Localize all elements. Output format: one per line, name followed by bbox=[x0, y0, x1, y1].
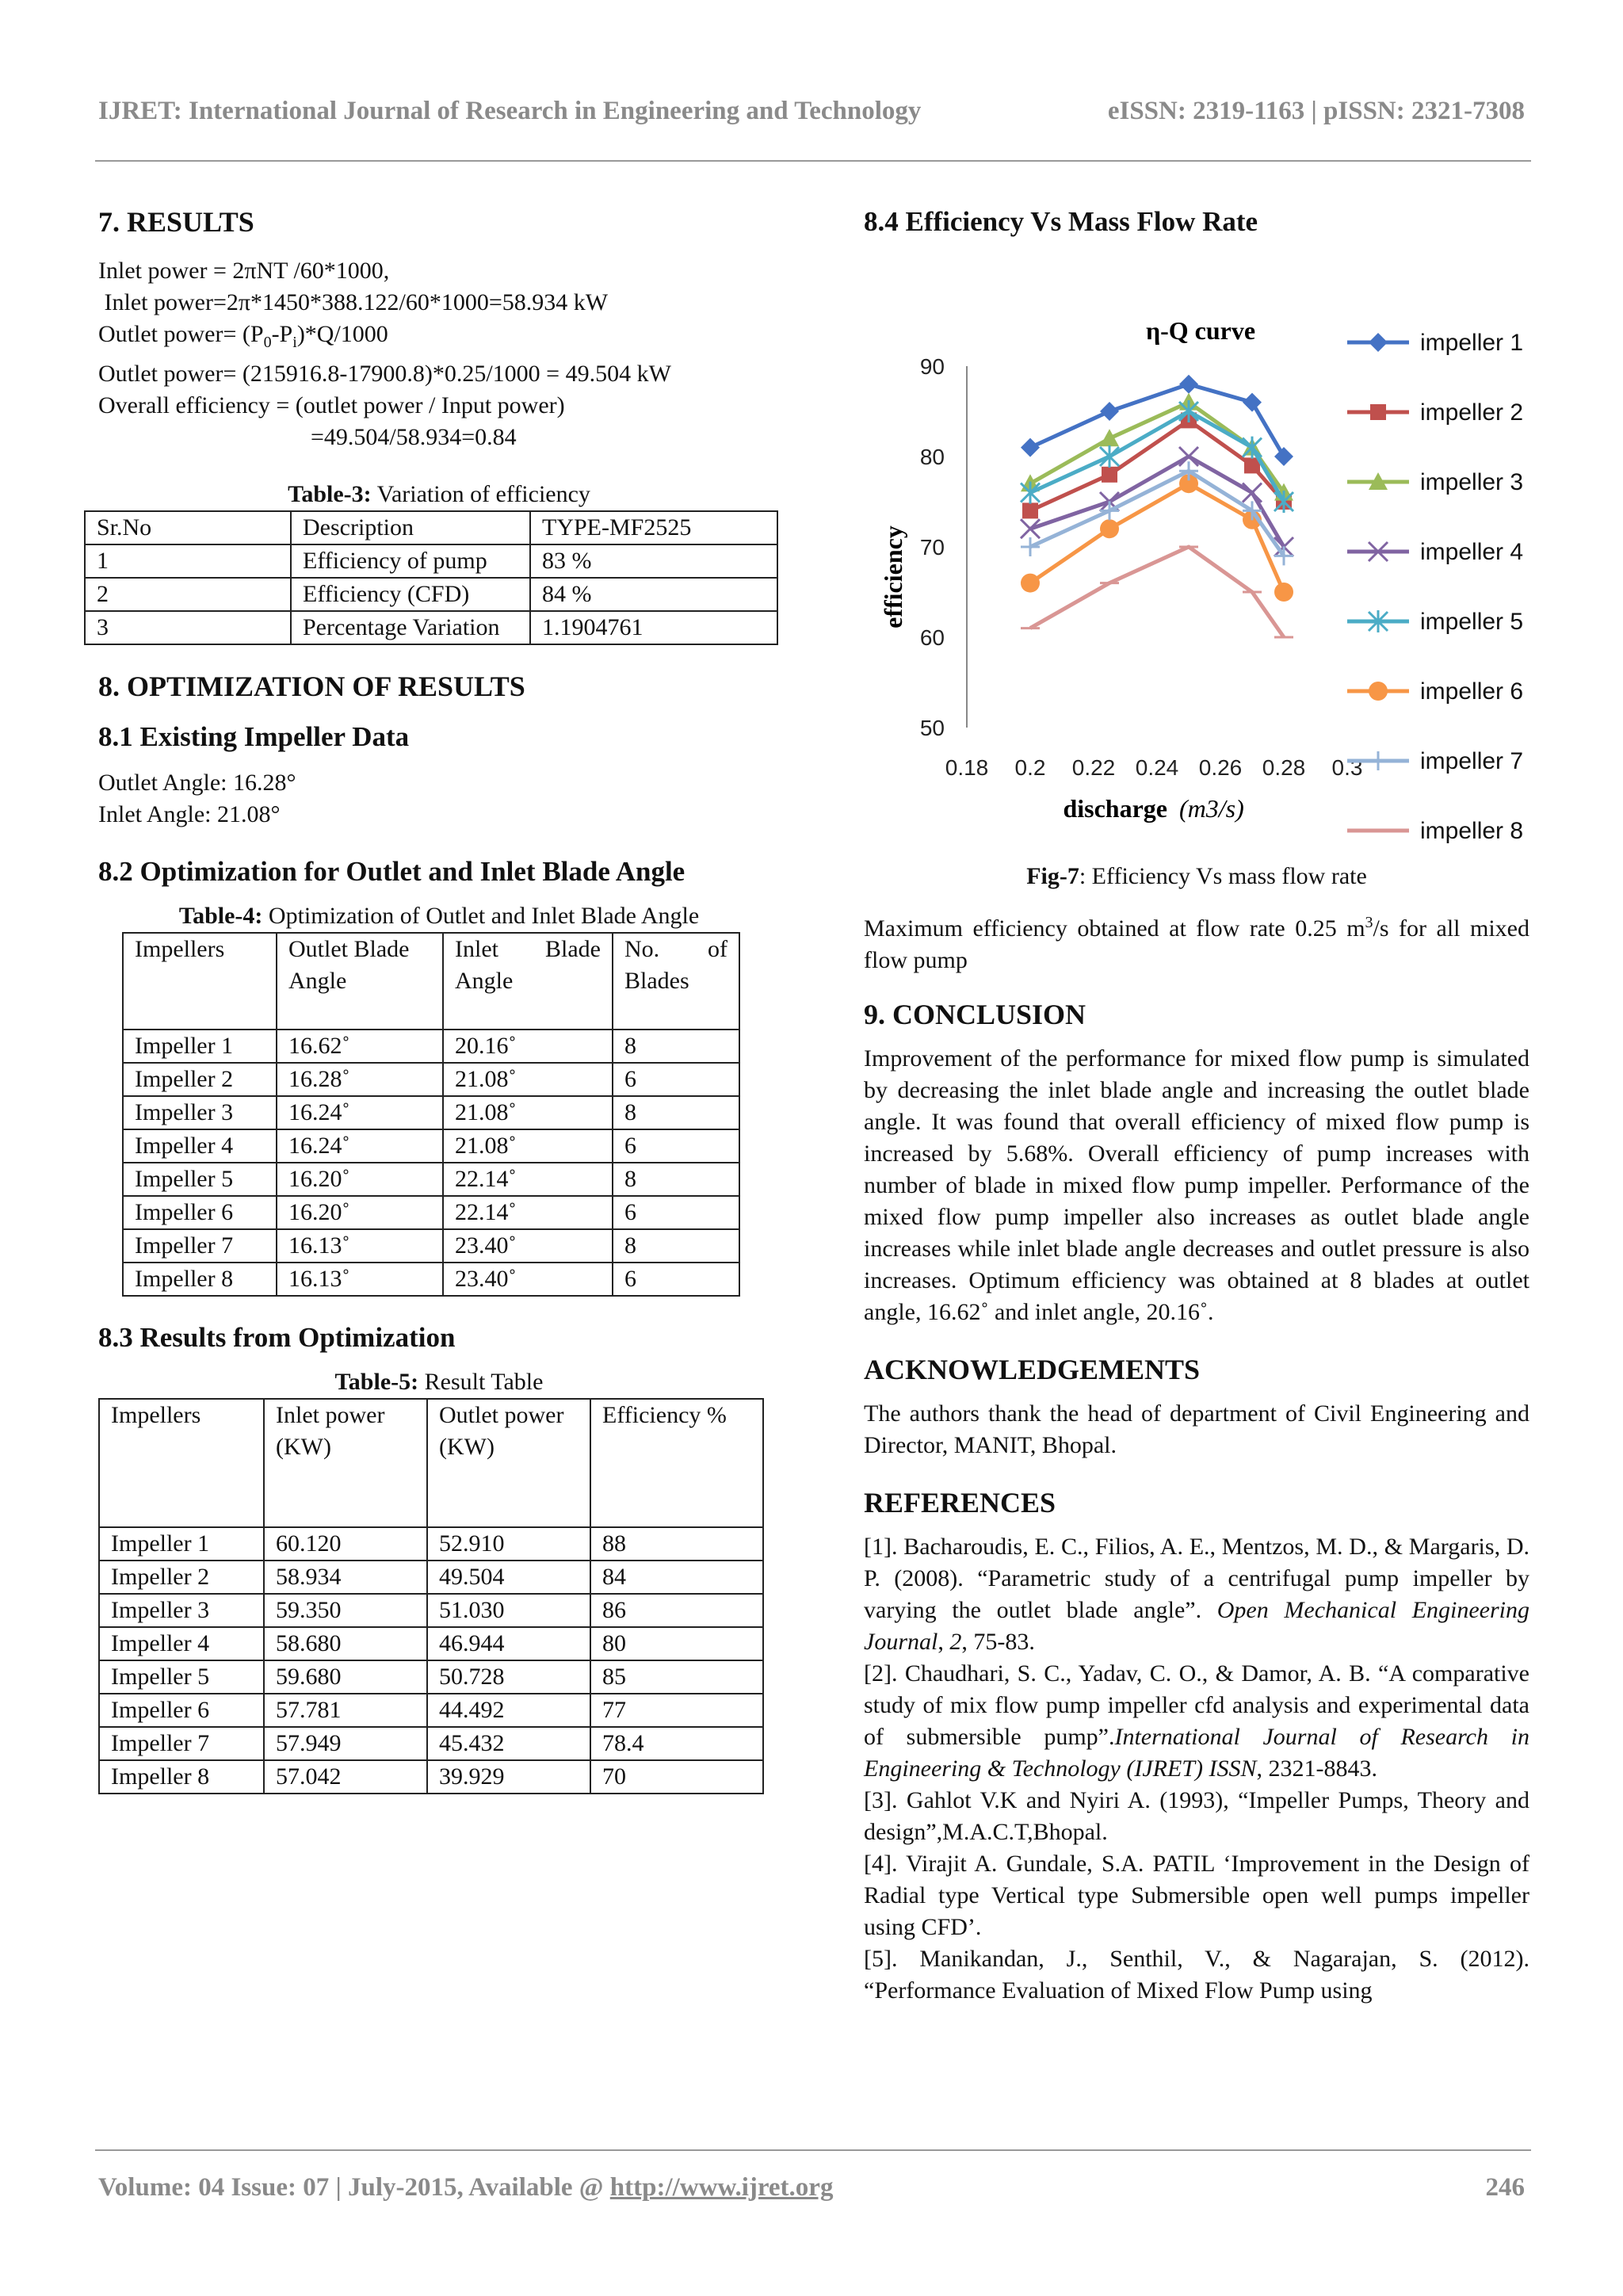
x-tick-label: 0.28 bbox=[1262, 755, 1306, 780]
results-line: Outlet power= (215916.8-17900.8)*0.25/1000 = 49.504 kW bbox=[98, 361, 671, 387]
results-line: =49.504/58.934=0.84 bbox=[311, 424, 517, 450]
outlet-formula-start: Outlet power= (P bbox=[98, 321, 264, 347]
table-cell: 21.08˚ bbox=[443, 1063, 613, 1096]
table-cell: 59.680 bbox=[264, 1660, 427, 1694]
data-point bbox=[1369, 682, 1388, 701]
reference-item: [4]. Virajit A. Gundale, S.A. PATIL ‘Improvement in the Design of Radial type Vertical type Submersible open well pumps impeller using CFD’. bbox=[864, 1851, 1529, 1940]
table-cell: Impeller 4 bbox=[99, 1627, 264, 1660]
table-cell: 8 bbox=[613, 1096, 739, 1129]
table-cell: 52.910 bbox=[427, 1527, 590, 1561]
table-cell: Impeller 2 bbox=[99, 1561, 264, 1594]
data-point bbox=[1021, 482, 1040, 504]
journal-title: IJRET: International Journal of Research in Engineering and Technology bbox=[98, 97, 922, 125]
reference-item: [3]. Gahlot V.K and Nyiri A. (1993), “Impeller Pumps, Theory and design”,M.A.C.T,Bhopal. bbox=[864, 1787, 1529, 1845]
y-tick-label: 80 bbox=[919, 445, 945, 469]
table-cell: No. of Blades bbox=[613, 933, 739, 1030]
table-row bbox=[123, 1129, 739, 1163]
table-cell: 21.08˚ bbox=[443, 1096, 613, 1129]
table-row bbox=[123, 933, 739, 1030]
table-cell: 39.929 bbox=[427, 1760, 590, 1794]
sub-zero: 0 bbox=[263, 334, 272, 351]
table-row bbox=[99, 1694, 763, 1727]
table-cell: 8 bbox=[613, 1163, 739, 1196]
ref-journal: International Journal of Research in Engineering & Technology (IJRET) ISSN bbox=[864, 1724, 1529, 1782]
caption-label: Table-3: bbox=[288, 481, 372, 507]
table-cell: 1 bbox=[85, 544, 291, 578]
legend-label: impeller 4 bbox=[1420, 539, 1524, 565]
table-cell: 57.781 bbox=[264, 1694, 427, 1727]
table-cell: 16.62˚ bbox=[277, 1030, 443, 1063]
chart-title: η-Q curve bbox=[1145, 316, 1256, 345]
header-rule bbox=[95, 160, 1531, 162]
data-point bbox=[1243, 437, 1262, 459]
legend-label: impeller 1 bbox=[1420, 330, 1524, 356]
table-cell: Impeller 5 bbox=[123, 1163, 277, 1196]
y-tick-label: 90 bbox=[919, 354, 945, 379]
table-cell: Impeller 1 bbox=[123, 1030, 277, 1063]
table-cell: 84 % bbox=[530, 578, 777, 611]
table-cell: 85 bbox=[590, 1660, 763, 1694]
data-point bbox=[1179, 375, 1198, 394]
results-line bbox=[98, 319, 780, 358]
acknowledgements-heading: ACKNOWLEDGEMENTS bbox=[864, 1354, 1201, 1385]
x-tick-label: 0.22 bbox=[1071, 755, 1116, 780]
table-cell: 50.728 bbox=[427, 1660, 590, 1694]
x-axis-unit: (m3/s) bbox=[1179, 794, 1244, 823]
table-cell: Efficiency (CFD) bbox=[291, 578, 530, 611]
data-point bbox=[1370, 404, 1386, 420]
ref-text: , 2321-8843. bbox=[1256, 1755, 1377, 1782]
table-cell: Inlet Blade Angle bbox=[443, 933, 613, 1030]
table-cell: Sr.No bbox=[85, 511, 291, 544]
table-cell: 49.504 bbox=[427, 1561, 590, 1594]
caption-label: Table-5: bbox=[334, 1369, 419, 1395]
table5-caption bbox=[98, 1366, 780, 1398]
page-footer bbox=[98, 2173, 1525, 2213]
series-line-3 bbox=[1030, 403, 1284, 493]
reference-item bbox=[864, 1531, 1529, 1658]
table-row bbox=[85, 511, 777, 544]
table-cell: 58.680 bbox=[264, 1627, 427, 1660]
acknowledgements-text: The authors thank the head of department of Civil Engineering and Director, MANIT, Bhopal. bbox=[864, 1400, 1529, 1458]
caption-text: Variation of efficiency bbox=[371, 481, 590, 507]
y-tick-label: 60 bbox=[919, 625, 945, 650]
table-cell: 83 % bbox=[530, 544, 777, 578]
legend-label: impeller 7 bbox=[1420, 748, 1524, 774]
table-row bbox=[99, 1561, 763, 1594]
reference-item bbox=[864, 1658, 1529, 1785]
left-column bbox=[98, 204, 780, 1794]
inlet-angle-text: Inlet Angle: 21.08° bbox=[98, 801, 281, 827]
table-cell: Description bbox=[291, 511, 530, 544]
legend-label: impeller 3 bbox=[1420, 469, 1524, 495]
table-cell: Impeller 2 bbox=[123, 1063, 277, 1096]
table-cell: Impeller 7 bbox=[123, 1229, 277, 1263]
table-4 bbox=[122, 932, 740, 1297]
caption-text: : Efficiency Vs mass flow rate bbox=[1079, 863, 1367, 889]
data-point bbox=[1274, 447, 1293, 466]
table-cell: 45.432 bbox=[427, 1727, 590, 1760]
data-point bbox=[1022, 502, 1038, 518]
right-column bbox=[864, 204, 1529, 2007]
table-row bbox=[99, 1760, 763, 1794]
table-cell: Impeller 6 bbox=[99, 1694, 264, 1727]
table-cell: 44.492 bbox=[427, 1694, 590, 1727]
table-cell: 51.030 bbox=[427, 1594, 590, 1627]
data-point bbox=[1274, 583, 1293, 602]
outlet-formula-mid: -P bbox=[271, 321, 293, 347]
chart-svg bbox=[864, 244, 1529, 844]
ref-journal: Open Mechanical Engineering Journal bbox=[864, 1597, 1530, 1655]
table-cell: 77 bbox=[590, 1694, 763, 1727]
table-3 bbox=[84, 510, 778, 645]
data-point bbox=[1179, 400, 1198, 422]
table-cell: 70 bbox=[590, 1760, 763, 1794]
table-row bbox=[123, 1030, 739, 1063]
page-number: 246 bbox=[1485, 2173, 1525, 2202]
table-cell: 6 bbox=[613, 1129, 739, 1163]
footer-rule bbox=[95, 2149, 1531, 2151]
table-cell: 16.20˚ bbox=[277, 1163, 443, 1196]
existing-impeller-heading: 8.1 Existing Impeller Data bbox=[98, 721, 410, 752]
data-point bbox=[1102, 467, 1117, 483]
table-cell: Impeller 8 bbox=[99, 1760, 264, 1794]
table-cell: Percentage Variation bbox=[291, 611, 530, 644]
superscript: 3 bbox=[1365, 914, 1373, 931]
max-efficiency-text bbox=[864, 907, 1529, 976]
table-cell: Impeller 6 bbox=[123, 1196, 277, 1229]
x-tick-label: 0.24 bbox=[1135, 755, 1179, 780]
table-cell: 22.14˚ bbox=[443, 1196, 613, 1229]
table-row bbox=[123, 1263, 739, 1296]
x-tick-label: 0.18 bbox=[945, 755, 989, 780]
table-cell: 20.16˚ bbox=[443, 1030, 613, 1063]
data-point bbox=[1369, 751, 1388, 770]
y-tick-label: 50 bbox=[919, 716, 945, 740]
table-cell: 6 bbox=[613, 1263, 739, 1296]
table-cell: Impeller 4 bbox=[123, 1129, 277, 1163]
data-point bbox=[1100, 402, 1119, 421]
results-line: Inlet power = 2πNT /60*1000, bbox=[98, 258, 390, 284]
data-point bbox=[1021, 574, 1040, 593]
legend-label: impeller 5 bbox=[1420, 609, 1524, 635]
table-cell: 57.949 bbox=[264, 1727, 427, 1760]
results-heading: 7. RESULTS bbox=[98, 206, 254, 238]
data-point bbox=[1243, 393, 1262, 412]
outlet-formula-tail: )*Q/1000 bbox=[296, 321, 388, 347]
ref-text: , 75-83. bbox=[961, 1629, 1035, 1655]
data-point bbox=[1100, 445, 1119, 468]
table-cell: 58.934 bbox=[264, 1561, 427, 1594]
table-cell: 57.042 bbox=[264, 1760, 427, 1794]
ref-text: , bbox=[938, 1629, 950, 1655]
table-cell: 3 bbox=[85, 611, 291, 644]
ref-volume: 2 bbox=[949, 1629, 962, 1655]
table-row bbox=[99, 1627, 763, 1660]
x-axis-label: discharge bbox=[1063, 794, 1167, 823]
blade-angle-heading: 8.2 Optimization for Outlet and Inlet Blade Angle bbox=[98, 856, 685, 887]
references-heading: REFERENCES bbox=[864, 1487, 1056, 1519]
data-point bbox=[1021, 519, 1040, 538]
table-cell: 16.24˚ bbox=[277, 1129, 443, 1163]
results-line: Overall efficiency = (outlet power / Input power) bbox=[98, 392, 565, 418]
footer-volume bbox=[98, 2173, 833, 2202]
legend-label: impeller 8 bbox=[1420, 818, 1524, 844]
table-cell: 8 bbox=[613, 1030, 739, 1063]
table-cell: 6 bbox=[613, 1196, 739, 1229]
conclusion-heading: 9. CONCLUSION bbox=[864, 999, 1086, 1030]
table-5 bbox=[98, 1398, 764, 1794]
table-cell: 22.14˚ bbox=[443, 1163, 613, 1196]
reference-item: [5]. Manikandan, J., Senthil, V., & Nagarajan, S. (2012). “Performance Evaluation of Mixed Flow Pump using bbox=[864, 1946, 1529, 2004]
table-row bbox=[123, 1096, 739, 1129]
issn-label: eISSN: 2319-1163 | pISSN: 2321-7308 bbox=[1107, 97, 1525, 125]
table-cell: TYPE-MF2525 bbox=[530, 511, 777, 544]
data-point bbox=[1100, 429, 1119, 446]
table-row bbox=[99, 1527, 763, 1561]
table-row bbox=[123, 1163, 739, 1196]
table-row bbox=[99, 1660, 763, 1694]
table-cell: Efficiency of pump bbox=[291, 544, 530, 578]
table-cell: 16.28˚ bbox=[277, 1063, 443, 1096]
table-cell: 86 bbox=[590, 1594, 763, 1627]
table-cell: 6 bbox=[613, 1063, 739, 1096]
data-point bbox=[1243, 483, 1262, 502]
table-row bbox=[85, 544, 777, 578]
results-line: Inlet power=2π*1450*388.122/60*1000=58.934 kW bbox=[98, 289, 609, 315]
efficiency-chart bbox=[864, 244, 1529, 844]
table-cell: 8 bbox=[613, 1229, 739, 1263]
max-eff-b: /s for all mixed flow pump bbox=[864, 915, 1529, 973]
table-cell: 16.20˚ bbox=[277, 1196, 443, 1229]
y-tick-label: 70 bbox=[919, 535, 945, 560]
table3-caption bbox=[98, 479, 780, 510]
table-cell: Outlet power (KW) bbox=[427, 1399, 590, 1527]
table-cell: Impeller 1 bbox=[99, 1527, 264, 1561]
table-row bbox=[123, 1229, 739, 1263]
legend-label: impeller 2 bbox=[1420, 399, 1524, 426]
max-eff-a: Maximum efficiency obtained at flow rate 0.25 m bbox=[864, 915, 1365, 942]
optimization-results-heading: 8.3 Results from Optimization bbox=[98, 1322, 456, 1353]
x-tick-label: 0.3 bbox=[1331, 755, 1363, 780]
data-point bbox=[1100, 519, 1119, 538]
table-cell: 59.350 bbox=[264, 1594, 427, 1627]
table-cell: Impeller 3 bbox=[123, 1096, 277, 1129]
table-cell: 16.24˚ bbox=[277, 1096, 443, 1129]
table-cell: 60.120 bbox=[264, 1527, 427, 1561]
ref-text: [2]. Chaudhari, S. C., Yadav, C. O., & Damor, A. B. “A comparative study of mix flow pump impeller cfd analysis and experimental data of submersible pump”. bbox=[864, 1660, 1529, 1750]
caption-label: Table-4: bbox=[178, 903, 263, 929]
efficiency-flow-heading: 8.4 Efficiency Vs Mass Flow Rate bbox=[864, 206, 1258, 237]
table-cell: 21.08˚ bbox=[443, 1129, 613, 1163]
volume-text: Volume: 04 Issue: 07 | July-2015, Available @ bbox=[98, 2173, 610, 2202]
sub-i: i bbox=[292, 334, 297, 351]
table4-caption bbox=[98, 900, 780, 932]
optimization-heading: 8. OPTIMIZATION OF RESULTS bbox=[98, 670, 525, 702]
table-row bbox=[85, 611, 777, 644]
table-cell: 2 bbox=[85, 578, 291, 611]
caption-label: Fig-7 bbox=[1026, 863, 1079, 889]
table-row bbox=[99, 1594, 763, 1627]
table-cell: 84 bbox=[590, 1561, 763, 1594]
caption-text: Optimization of Outlet and Inlet Blade Angle bbox=[262, 903, 700, 929]
table-cell: Impellers bbox=[123, 933, 277, 1030]
outlet-angle-text: Outlet Angle: 16.28° bbox=[98, 770, 296, 796]
table-cell: Inlet power (KW) bbox=[264, 1399, 427, 1527]
conclusion-text: Improvement of the performance for mixed flow pump is simulated by decreasing the inlet blade angle and increasing the outlet blade angle. It was found that overall efficiency of mixed flow pump is increased by 5.68%. Overall efficiency of pump increases with number of blade in mixed flow pump impeller. Performance of the mixed flow pump impeller also increases as outlet blade angle increases while inlet blade angle decreases and outlet pressure is also increases. Optimum efficiency was obtained at 8 blades at outlet angle, 16.62˚ and inlet angle, 20.16˚. bbox=[864, 1045, 1529, 1325]
x-tick-label: 0.2 bbox=[1014, 755, 1046, 780]
x-tick-label: 0.26 bbox=[1198, 755, 1243, 780]
table-cell: 16.13˚ bbox=[277, 1263, 443, 1296]
legend-label: impeller 6 bbox=[1420, 678, 1524, 705]
y-axis-label: efficiency bbox=[879, 525, 907, 628]
table-cell: 16.13˚ bbox=[277, 1229, 443, 1263]
table-row bbox=[123, 1063, 739, 1096]
table-cell: 23.40˚ bbox=[443, 1229, 613, 1263]
ref-text: [1]. Bacharoudis, E. C., Filios, A. E., Mentzos, M. D., & Margaris, D. P. (2008). “Parametric study of a centrifugal pump impeller by varying the outlet blade angle”. bbox=[864, 1534, 1529, 1623]
table-cell: Impeller 8 bbox=[123, 1263, 277, 1296]
table-cell: 88 bbox=[590, 1527, 763, 1561]
page-header bbox=[98, 97, 1525, 136]
table-row bbox=[123, 1196, 739, 1229]
table-cell: Impellers bbox=[99, 1399, 264, 1527]
journal-link[interactable]: http://www.ijret.org bbox=[609, 2173, 834, 2202]
table-row bbox=[99, 1399, 763, 1527]
table-cell: Outlet Blade Angle bbox=[277, 933, 443, 1030]
fig7-caption bbox=[864, 861, 1529, 892]
table-cell: Impeller 3 bbox=[99, 1594, 264, 1627]
data-point bbox=[1369, 333, 1388, 352]
data-point bbox=[1021, 537, 1040, 556]
data-point bbox=[1021, 438, 1040, 457]
table-row bbox=[99, 1727, 763, 1760]
table-cell: 1.1904761 bbox=[530, 611, 777, 644]
table-cell: 46.944 bbox=[427, 1627, 590, 1660]
table-cell: Impeller 5 bbox=[99, 1660, 264, 1694]
table-row bbox=[85, 578, 777, 611]
table-cell: 78.4 bbox=[590, 1727, 763, 1760]
table-cell: 23.40˚ bbox=[443, 1263, 613, 1296]
table-cell: Efficiency % bbox=[590, 1399, 763, 1527]
table-cell: 80 bbox=[590, 1627, 763, 1660]
caption-text: Result Table bbox=[418, 1369, 544, 1395]
table-cell: Impeller 7 bbox=[99, 1727, 264, 1760]
